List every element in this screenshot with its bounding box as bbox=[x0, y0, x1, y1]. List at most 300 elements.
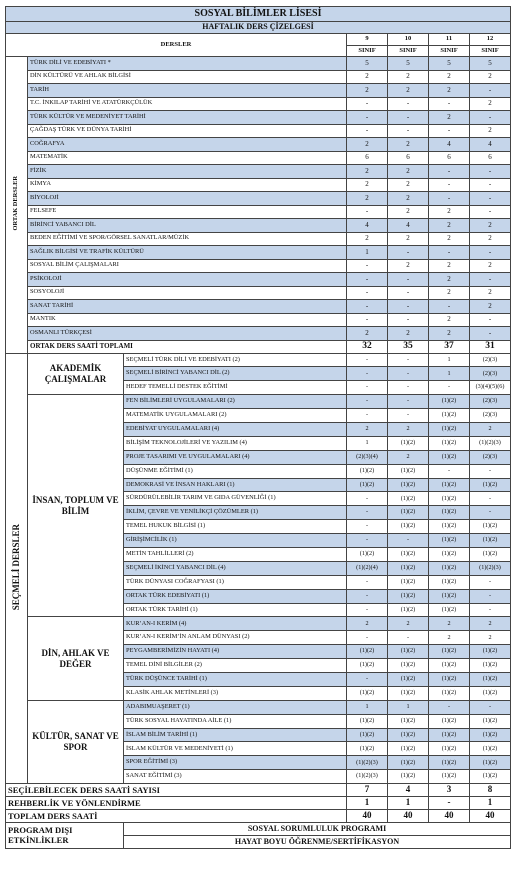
hours-cell: - bbox=[470, 464, 511, 478]
hours-cell: 2 bbox=[429, 205, 470, 219]
course-name: HEDEF TEMELLİ DESTEK EĞİTİMİ bbox=[124, 381, 347, 395]
hours-cell: - bbox=[470, 589, 511, 603]
hours-cell: (3)(4)(5)(6) bbox=[470, 381, 511, 395]
summary-row bbox=[6, 784, 511, 797]
ortak-row bbox=[6, 327, 511, 341]
ortak-row bbox=[6, 57, 511, 71]
hours-cell: 2 bbox=[429, 327, 470, 341]
hours-cell: - bbox=[429, 381, 470, 395]
hours-cell: (1)(2) bbox=[429, 770, 470, 784]
course-name: TARİH bbox=[28, 84, 347, 98]
hours-cell: - bbox=[470, 313, 511, 327]
program-disi-item: SOSYAL SORUMLULUK PROGRAMI bbox=[124, 823, 511, 836]
hours-cell: - bbox=[347, 313, 388, 327]
ortak-row bbox=[6, 205, 511, 219]
ortak-section-text: ORTAK DERSLER bbox=[12, 176, 20, 231]
course-name: DÜŞÜNME EĞİTİMİ (1) bbox=[124, 464, 347, 478]
hours-cell: - bbox=[347, 492, 388, 506]
course-name: TEMEL DİNİ BİLGİLER (2) bbox=[124, 659, 347, 673]
hours-cell: (1)(2) bbox=[429, 395, 470, 409]
header-grade-10: 10 bbox=[388, 34, 429, 46]
page-title: SOSYAL BİLİMLER LİSESİ bbox=[6, 7, 511, 22]
hours-cell: 2 bbox=[429, 219, 470, 233]
ortak-row bbox=[6, 97, 511, 111]
hours-cell: (1)(2) bbox=[388, 756, 429, 770]
hours-cell: (1)(2)(4) bbox=[347, 561, 388, 575]
ortak-section-label bbox=[6, 57, 28, 354]
hours-cell: - bbox=[347, 367, 388, 381]
hours-cell: (1)(2) bbox=[388, 464, 429, 478]
hours-cell: 2 bbox=[470, 70, 511, 84]
course-name: OSMANLI TÜRKÇESİ bbox=[28, 327, 347, 341]
hours-cell: (1)(2) bbox=[388, 770, 429, 784]
course-name: SOSYOLOJİ bbox=[28, 286, 347, 300]
hours-cell: 2 bbox=[388, 178, 429, 192]
ortak-row bbox=[6, 273, 511, 287]
hours-cell: 2 bbox=[347, 232, 388, 246]
header-grade-11: 11 bbox=[429, 34, 470, 46]
summary-value: 7 bbox=[347, 784, 388, 797]
ortak-total-value: 37 bbox=[429, 340, 470, 353]
hours-cell: - bbox=[429, 700, 470, 714]
hours-cell: (1)(2) bbox=[347, 728, 388, 742]
hours-cell: (1)(2)(3) bbox=[347, 756, 388, 770]
page-subtitle: HAFTALIK DERS ÇİZELGESİ bbox=[6, 22, 511, 34]
ortak-row bbox=[6, 300, 511, 314]
summary-value: 40 bbox=[388, 810, 429, 823]
ortak-row bbox=[6, 313, 511, 327]
course-name: BİRİNCİ YABANCI DİL bbox=[28, 219, 347, 233]
hours-cell: (1)(2) bbox=[388, 561, 429, 575]
course-name: SÜRDÜRÜLEBİLİR TARIM VE GIDA GÜVENLİĞİ (1) bbox=[124, 492, 347, 506]
hours-cell: 2 bbox=[388, 192, 429, 206]
hours-cell: (1)(2) bbox=[429, 589, 470, 603]
hours-cell: - bbox=[347, 520, 388, 534]
ortak-row bbox=[6, 246, 511, 260]
summary-value: 1 bbox=[347, 797, 388, 810]
hours-cell: (1)(2) bbox=[470, 534, 511, 548]
hours-cell: - bbox=[388, 313, 429, 327]
hours-cell: (1)(2) bbox=[388, 436, 429, 450]
header-sinif: SINIF bbox=[347, 46, 388, 57]
hours-cell: 2 bbox=[388, 70, 429, 84]
program-disi-row bbox=[6, 823, 511, 836]
hours-cell: - bbox=[470, 246, 511, 260]
hours-cell: (1)(2) bbox=[429, 659, 470, 673]
hours-cell: (1)(2) bbox=[429, 409, 470, 423]
course-name: T.C. İNKILAP TARİHİ VE ATATÜRKÇÜLÜK bbox=[28, 97, 347, 111]
hours-cell: - bbox=[470, 506, 511, 520]
hours-cell: (1)(2) bbox=[429, 645, 470, 659]
hours-cell: - bbox=[429, 97, 470, 111]
hours-cell: 2 bbox=[388, 165, 429, 179]
hours-cell: - bbox=[429, 124, 470, 138]
hours-cell: (1)(2) bbox=[470, 478, 511, 492]
hours-cell: 2 bbox=[388, 617, 429, 631]
hours-cell: 2 bbox=[388, 450, 429, 464]
course-name: FEN BİLİMLERİ UYGULAMALARI (2) bbox=[124, 395, 347, 409]
hours-cell: - bbox=[470, 575, 511, 589]
hours-cell: 5 bbox=[429, 57, 470, 71]
summary-label: REHBERLİK VE YÖNLENDİRME bbox=[6, 797, 347, 810]
course-name: KUR’AN-I KERİM (4) bbox=[124, 617, 347, 631]
summary-value: 40 bbox=[347, 810, 388, 823]
hours-cell: 5 bbox=[347, 57, 388, 71]
hours-cell: (1)(2) bbox=[347, 686, 388, 700]
hours-cell: - bbox=[347, 205, 388, 219]
course-name: SEÇMELİ BİRİNCİ YABANCI DİL (2) bbox=[124, 367, 347, 381]
hours-cell: (1)(2) bbox=[429, 603, 470, 617]
hours-cell: (1)(2) bbox=[347, 659, 388, 673]
course-name: İSLAM BİLİM TARİHİ (1) bbox=[124, 728, 347, 742]
hours-cell: 6 bbox=[347, 151, 388, 165]
hours-cell: - bbox=[347, 589, 388, 603]
hours-cell: - bbox=[388, 395, 429, 409]
hours-cell: (1)(2) bbox=[429, 492, 470, 506]
header-grade-12: 12 bbox=[470, 34, 511, 46]
hours-cell: (1)(2) bbox=[429, 534, 470, 548]
ortak-row bbox=[6, 124, 511, 138]
summary-value: - bbox=[429, 797, 470, 810]
hours-cell: (1)(2) bbox=[470, 742, 511, 756]
hours-cell: (1)(2) bbox=[429, 756, 470, 770]
secmeli-section-label bbox=[6, 353, 28, 784]
ortak-row bbox=[6, 84, 511, 98]
schedule-table bbox=[5, 6, 511, 849]
hours-cell: - bbox=[388, 534, 429, 548]
hours-cell: (1)(2)(3) bbox=[347, 770, 388, 784]
schedule-sheet bbox=[5, 6, 510, 849]
course-name: PROJE TASARIMI VE UYGULAMALARI (4) bbox=[124, 450, 347, 464]
hours-cell: (2)(3) bbox=[470, 367, 511, 381]
hours-cell: (1)(2) bbox=[429, 478, 470, 492]
course-name: SPOR EĞİTİMİ (3) bbox=[124, 756, 347, 770]
hours-cell: 6 bbox=[470, 151, 511, 165]
ortak-row bbox=[6, 192, 511, 206]
summary-value: 3 bbox=[429, 784, 470, 797]
header-dersler: DERSLER bbox=[6, 34, 347, 57]
hours-cell: 4 bbox=[388, 219, 429, 233]
summary-value: 1 bbox=[388, 797, 429, 810]
hours-cell: 2 bbox=[388, 205, 429, 219]
ortak-row bbox=[6, 70, 511, 84]
hours-cell: (2)(3) bbox=[470, 353, 511, 367]
ortak-row bbox=[6, 138, 511, 152]
group-name: İNSAN, TOPLUM VE BİLİM bbox=[28, 395, 124, 617]
hours-cell: (1)(2) bbox=[470, 770, 511, 784]
course-name: MANTIK bbox=[28, 313, 347, 327]
hours-cell: (2)(3)(4) bbox=[347, 450, 388, 464]
hours-cell: (1)(2) bbox=[347, 645, 388, 659]
hours-cell: 2 bbox=[470, 617, 511, 631]
header-sinif: SINIF bbox=[388, 46, 429, 57]
hours-cell: - bbox=[347, 259, 388, 273]
hours-cell: (1)(2) bbox=[388, 728, 429, 742]
hours-cell: - bbox=[347, 124, 388, 138]
ortak-row bbox=[6, 259, 511, 273]
hours-cell: - bbox=[347, 409, 388, 423]
course-name: MATEMATİK bbox=[28, 151, 347, 165]
secmeli-section-text: SEÇMELİ DERSLER bbox=[10, 523, 21, 611]
program-disi-label: PROGRAM DIŞI ETKİNLİKLER bbox=[6, 823, 124, 849]
hours-cell: 2 bbox=[388, 327, 429, 341]
hours-cell: (1)(2) bbox=[429, 547, 470, 561]
course-name: KİMYA bbox=[28, 178, 347, 192]
hours-cell: 4 bbox=[347, 219, 388, 233]
hours-cell: (1)(2) bbox=[429, 728, 470, 742]
hours-cell: 2 bbox=[347, 84, 388, 98]
hours-cell: 2 bbox=[470, 286, 511, 300]
hours-cell: (1)(2) bbox=[388, 659, 429, 673]
hours-cell: (1)(2) bbox=[388, 547, 429, 561]
hours-cell: 4 bbox=[470, 138, 511, 152]
hours-cell: - bbox=[388, 273, 429, 287]
hours-cell: (1)(2) bbox=[388, 575, 429, 589]
hours-cell: 2 bbox=[429, 111, 470, 125]
hours-cell: (1)(2) bbox=[470, 520, 511, 534]
course-name: DEMOKRASİ VE İNSAN HAKLARI (1) bbox=[124, 478, 347, 492]
hours-cell: (1)(2) bbox=[388, 714, 429, 728]
course-name: BEDEN EĞİTİMİ VE SPOR/GÖRSEL SANATLAR/MÜZİK bbox=[28, 232, 347, 246]
course-name: TÜRK SOSYAL HAYATINDA AİLE (1) bbox=[124, 714, 347, 728]
hours-cell: (1)(2) bbox=[429, 742, 470, 756]
hours-cell: 1 bbox=[347, 700, 388, 714]
hours-cell: (1)(2) bbox=[470, 659, 511, 673]
summary-label: TOPLAM DERS SAATİ bbox=[6, 810, 347, 823]
hours-cell: (1)(2) bbox=[347, 478, 388, 492]
hours-cell: 1 bbox=[429, 367, 470, 381]
summary-value: 4 bbox=[388, 784, 429, 797]
hours-cell: - bbox=[388, 631, 429, 645]
hours-cell: - bbox=[347, 286, 388, 300]
hours-cell: (1)(2) bbox=[388, 686, 429, 700]
course-name: SEÇMELİ İKİNCİ YABANCI DİL (4) bbox=[124, 561, 347, 575]
hours-cell: 2 bbox=[388, 84, 429, 98]
subtitle-row bbox=[6, 22, 511, 34]
hours-cell: (1)(2) bbox=[388, 492, 429, 506]
course-name: ÇAĞDAŞ TÜRK VE DÜNYA TARİHİ bbox=[28, 124, 347, 138]
summary-row bbox=[6, 797, 511, 810]
course-name: TÜRK DÜŞÜNCE TARİHİ (1) bbox=[124, 672, 347, 686]
hours-cell: - bbox=[470, 205, 511, 219]
hours-cell: (1)(2) bbox=[388, 520, 429, 534]
course-name: TEMEL HUKUK BİLGİSİ (1) bbox=[124, 520, 347, 534]
hours-cell: (2)(3) bbox=[470, 450, 511, 464]
hours-cell: 2 bbox=[429, 631, 470, 645]
hours-cell: (1)(2) bbox=[347, 547, 388, 561]
course-name: SOSYAL BİLİM ÇALIŞMALARI bbox=[28, 259, 347, 273]
course-name: FELSEFE bbox=[28, 205, 347, 219]
hours-cell: - bbox=[347, 395, 388, 409]
course-name: ADABIMUAŞERET (1) bbox=[124, 700, 347, 714]
secmeli-row bbox=[6, 617, 511, 631]
group-name: KÜLTÜR, SANAT VE SPOR bbox=[28, 700, 124, 783]
hours-cell: - bbox=[388, 367, 429, 381]
hours-cell: - bbox=[429, 165, 470, 179]
hours-cell: - bbox=[347, 353, 388, 367]
hours-cell: (1)(2) bbox=[347, 464, 388, 478]
hours-cell: - bbox=[347, 300, 388, 314]
hours-cell: 2 bbox=[429, 259, 470, 273]
hours-cell: (1)(2) bbox=[429, 686, 470, 700]
hours-cell: (1)(2) bbox=[429, 575, 470, 589]
hours-cell: - bbox=[388, 353, 429, 367]
hours-cell: (1)(2) bbox=[388, 506, 429, 520]
hours-cell: (1)(2) bbox=[429, 561, 470, 575]
secmeli-row bbox=[6, 700, 511, 714]
hours-cell: 2 bbox=[470, 631, 511, 645]
ortak-total-label: ORTAK DERS SAATİ TOPLAMI bbox=[28, 340, 347, 353]
hours-cell: 5 bbox=[470, 57, 511, 71]
hours-cell: 2 bbox=[388, 422, 429, 436]
hours-cell: - bbox=[388, 409, 429, 423]
hours-cell: (1)(2)(3) bbox=[470, 436, 511, 450]
course-name: ORTAK TÜRK EDEBİYATI (1) bbox=[124, 589, 347, 603]
hours-cell: - bbox=[347, 97, 388, 111]
course-name: DİN KÜLTÜRÜ VE AHLAK BİLGİSİ bbox=[28, 70, 347, 84]
course-name: BİLİŞİM TEKNOLOJİLERİ VE YAZILIM (4) bbox=[124, 436, 347, 450]
hours-cell: 2 bbox=[388, 138, 429, 152]
hours-cell: (1)(2)(3) bbox=[470, 561, 511, 575]
hours-cell: 2 bbox=[347, 138, 388, 152]
hours-cell: (1)(2) bbox=[388, 645, 429, 659]
summary-row bbox=[6, 810, 511, 823]
group-name: DİN, AHLAK VE DEĞER bbox=[28, 617, 124, 700]
hours-cell: 2 bbox=[470, 219, 511, 233]
hours-cell: 2 bbox=[347, 192, 388, 206]
header-sinif: SINIF bbox=[470, 46, 511, 57]
title-row bbox=[6, 7, 511, 22]
hours-cell: 2 bbox=[470, 232, 511, 246]
hours-cell: - bbox=[347, 273, 388, 287]
course-name: ORTAK TÜRK TARİHİ (1) bbox=[124, 603, 347, 617]
hours-cell: - bbox=[470, 273, 511, 287]
course-name: İSLAM KÜLTÜR VE MEDENİYETİ (1) bbox=[124, 742, 347, 756]
hours-cell: (1)(2) bbox=[388, 603, 429, 617]
hours-cell: - bbox=[347, 631, 388, 645]
hours-cell: - bbox=[347, 111, 388, 125]
hours-cell: 1 bbox=[429, 353, 470, 367]
hours-cell: 2 bbox=[347, 178, 388, 192]
hours-cell: (1)(2) bbox=[388, 742, 429, 756]
hours-cell: - bbox=[470, 700, 511, 714]
hours-cell: - bbox=[388, 111, 429, 125]
hours-cell: 2 bbox=[470, 124, 511, 138]
hours-cell: 2 bbox=[470, 300, 511, 314]
hours-cell: - bbox=[429, 178, 470, 192]
hours-cell: - bbox=[388, 381, 429, 395]
header-grade-9: 9 bbox=[347, 34, 388, 46]
hours-cell: - bbox=[470, 492, 511, 506]
hours-cell: - bbox=[388, 286, 429, 300]
hours-cell: (1)(2) bbox=[470, 756, 511, 770]
hours-cell: (1)(2) bbox=[429, 450, 470, 464]
hours-cell: 2 bbox=[388, 232, 429, 246]
hours-cell: - bbox=[429, 192, 470, 206]
hours-cell: 2 bbox=[347, 165, 388, 179]
hours-cell: - bbox=[429, 464, 470, 478]
hours-cell: (1)(2) bbox=[388, 478, 429, 492]
hours-cell: - bbox=[429, 246, 470, 260]
course-name: TÜRK KÜLTÜR VE MEDENİYET TARİHİ bbox=[28, 111, 347, 125]
ortak-row bbox=[6, 286, 511, 300]
header-sinif: SINIF bbox=[429, 46, 470, 57]
hours-cell: 2 bbox=[347, 617, 388, 631]
hours-cell: 2 bbox=[429, 232, 470, 246]
hours-cell: 2 bbox=[429, 273, 470, 287]
course-name: PEYGAMBERİMİZİN HAYATI (4) bbox=[124, 645, 347, 659]
hours-cell: 2 bbox=[347, 327, 388, 341]
hours-cell: - bbox=[470, 84, 511, 98]
course-name: MATEMATİK UYGULAMALARI (2) bbox=[124, 409, 347, 423]
hours-cell: (2)(3) bbox=[470, 395, 511, 409]
hours-cell: (1)(2) bbox=[388, 672, 429, 686]
hours-cell: 2 bbox=[347, 70, 388, 84]
hours-cell: (1)(2) bbox=[429, 672, 470, 686]
hours-cell: 1 bbox=[347, 246, 388, 260]
hours-cell: (1)(2) bbox=[470, 547, 511, 561]
hours-cell: (1)(2) bbox=[429, 714, 470, 728]
ortak-row bbox=[6, 151, 511, 165]
hours-cell: - bbox=[470, 603, 511, 617]
hours-cell: - bbox=[388, 300, 429, 314]
summary-value: 8 bbox=[470, 784, 511, 797]
hours-cell: (2)(3) bbox=[470, 409, 511, 423]
course-name: EDEBİYAT UYGULAMALARI (4) bbox=[124, 422, 347, 436]
hours-cell: - bbox=[388, 124, 429, 138]
hours-cell: 2 bbox=[429, 313, 470, 327]
ortak-total-value: 32 bbox=[347, 340, 388, 353]
summary-value: 40 bbox=[470, 810, 511, 823]
hours-cell: 2 bbox=[470, 422, 511, 436]
hours-cell: 6 bbox=[429, 151, 470, 165]
summary-label: SEÇİLEBİLECEK DERS SAATİ SAYISI bbox=[6, 784, 347, 797]
hours-cell: 2 bbox=[429, 617, 470, 631]
program-disi-item: HAYAT BOYU ÖĞRENME/SERTİFİKASYON bbox=[124, 836, 511, 849]
group-name: AKADEMİK ÇALIŞMALAR bbox=[28, 353, 124, 395]
hours-cell: 2 bbox=[429, 286, 470, 300]
ortak-row bbox=[6, 111, 511, 125]
course-name: PSİKOLOJİ bbox=[28, 273, 347, 287]
hours-cell: 2 bbox=[388, 259, 429, 273]
hours-cell: 4 bbox=[429, 138, 470, 152]
hours-cell: 1 bbox=[388, 700, 429, 714]
hours-cell: 5 bbox=[388, 57, 429, 71]
hours-cell: - bbox=[347, 575, 388, 589]
secmeli-row bbox=[6, 395, 511, 409]
hours-cell: (1)(2) bbox=[429, 422, 470, 436]
hours-cell: 2 bbox=[429, 84, 470, 98]
ortak-total-value: 35 bbox=[388, 340, 429, 353]
hours-cell: (1)(2) bbox=[470, 686, 511, 700]
hours-cell: (1)(2) bbox=[470, 714, 511, 728]
course-name: FİZİK bbox=[28, 165, 347, 179]
course-name: METİN TAHLİLLERİ (2) bbox=[124, 547, 347, 561]
hours-cell: (1)(2) bbox=[470, 645, 511, 659]
course-name: COĞRAFYA bbox=[28, 138, 347, 152]
hours-cell: 2 bbox=[347, 422, 388, 436]
hours-cell: 2 bbox=[470, 97, 511, 111]
hours-cell: 1 bbox=[347, 436, 388, 450]
course-name: KLASİK AHLAK METİNLERİ (3) bbox=[124, 686, 347, 700]
hours-cell: (1)(2) bbox=[470, 728, 511, 742]
hours-cell: - bbox=[347, 534, 388, 548]
course-name: SANAT EĞİTİMİ (3) bbox=[124, 770, 347, 784]
hours-cell: - bbox=[388, 97, 429, 111]
hours-cell: - bbox=[470, 165, 511, 179]
course-name: GİRİŞİMCİLİK (1) bbox=[124, 534, 347, 548]
course-name: SANAT TARİHİ bbox=[28, 300, 347, 314]
